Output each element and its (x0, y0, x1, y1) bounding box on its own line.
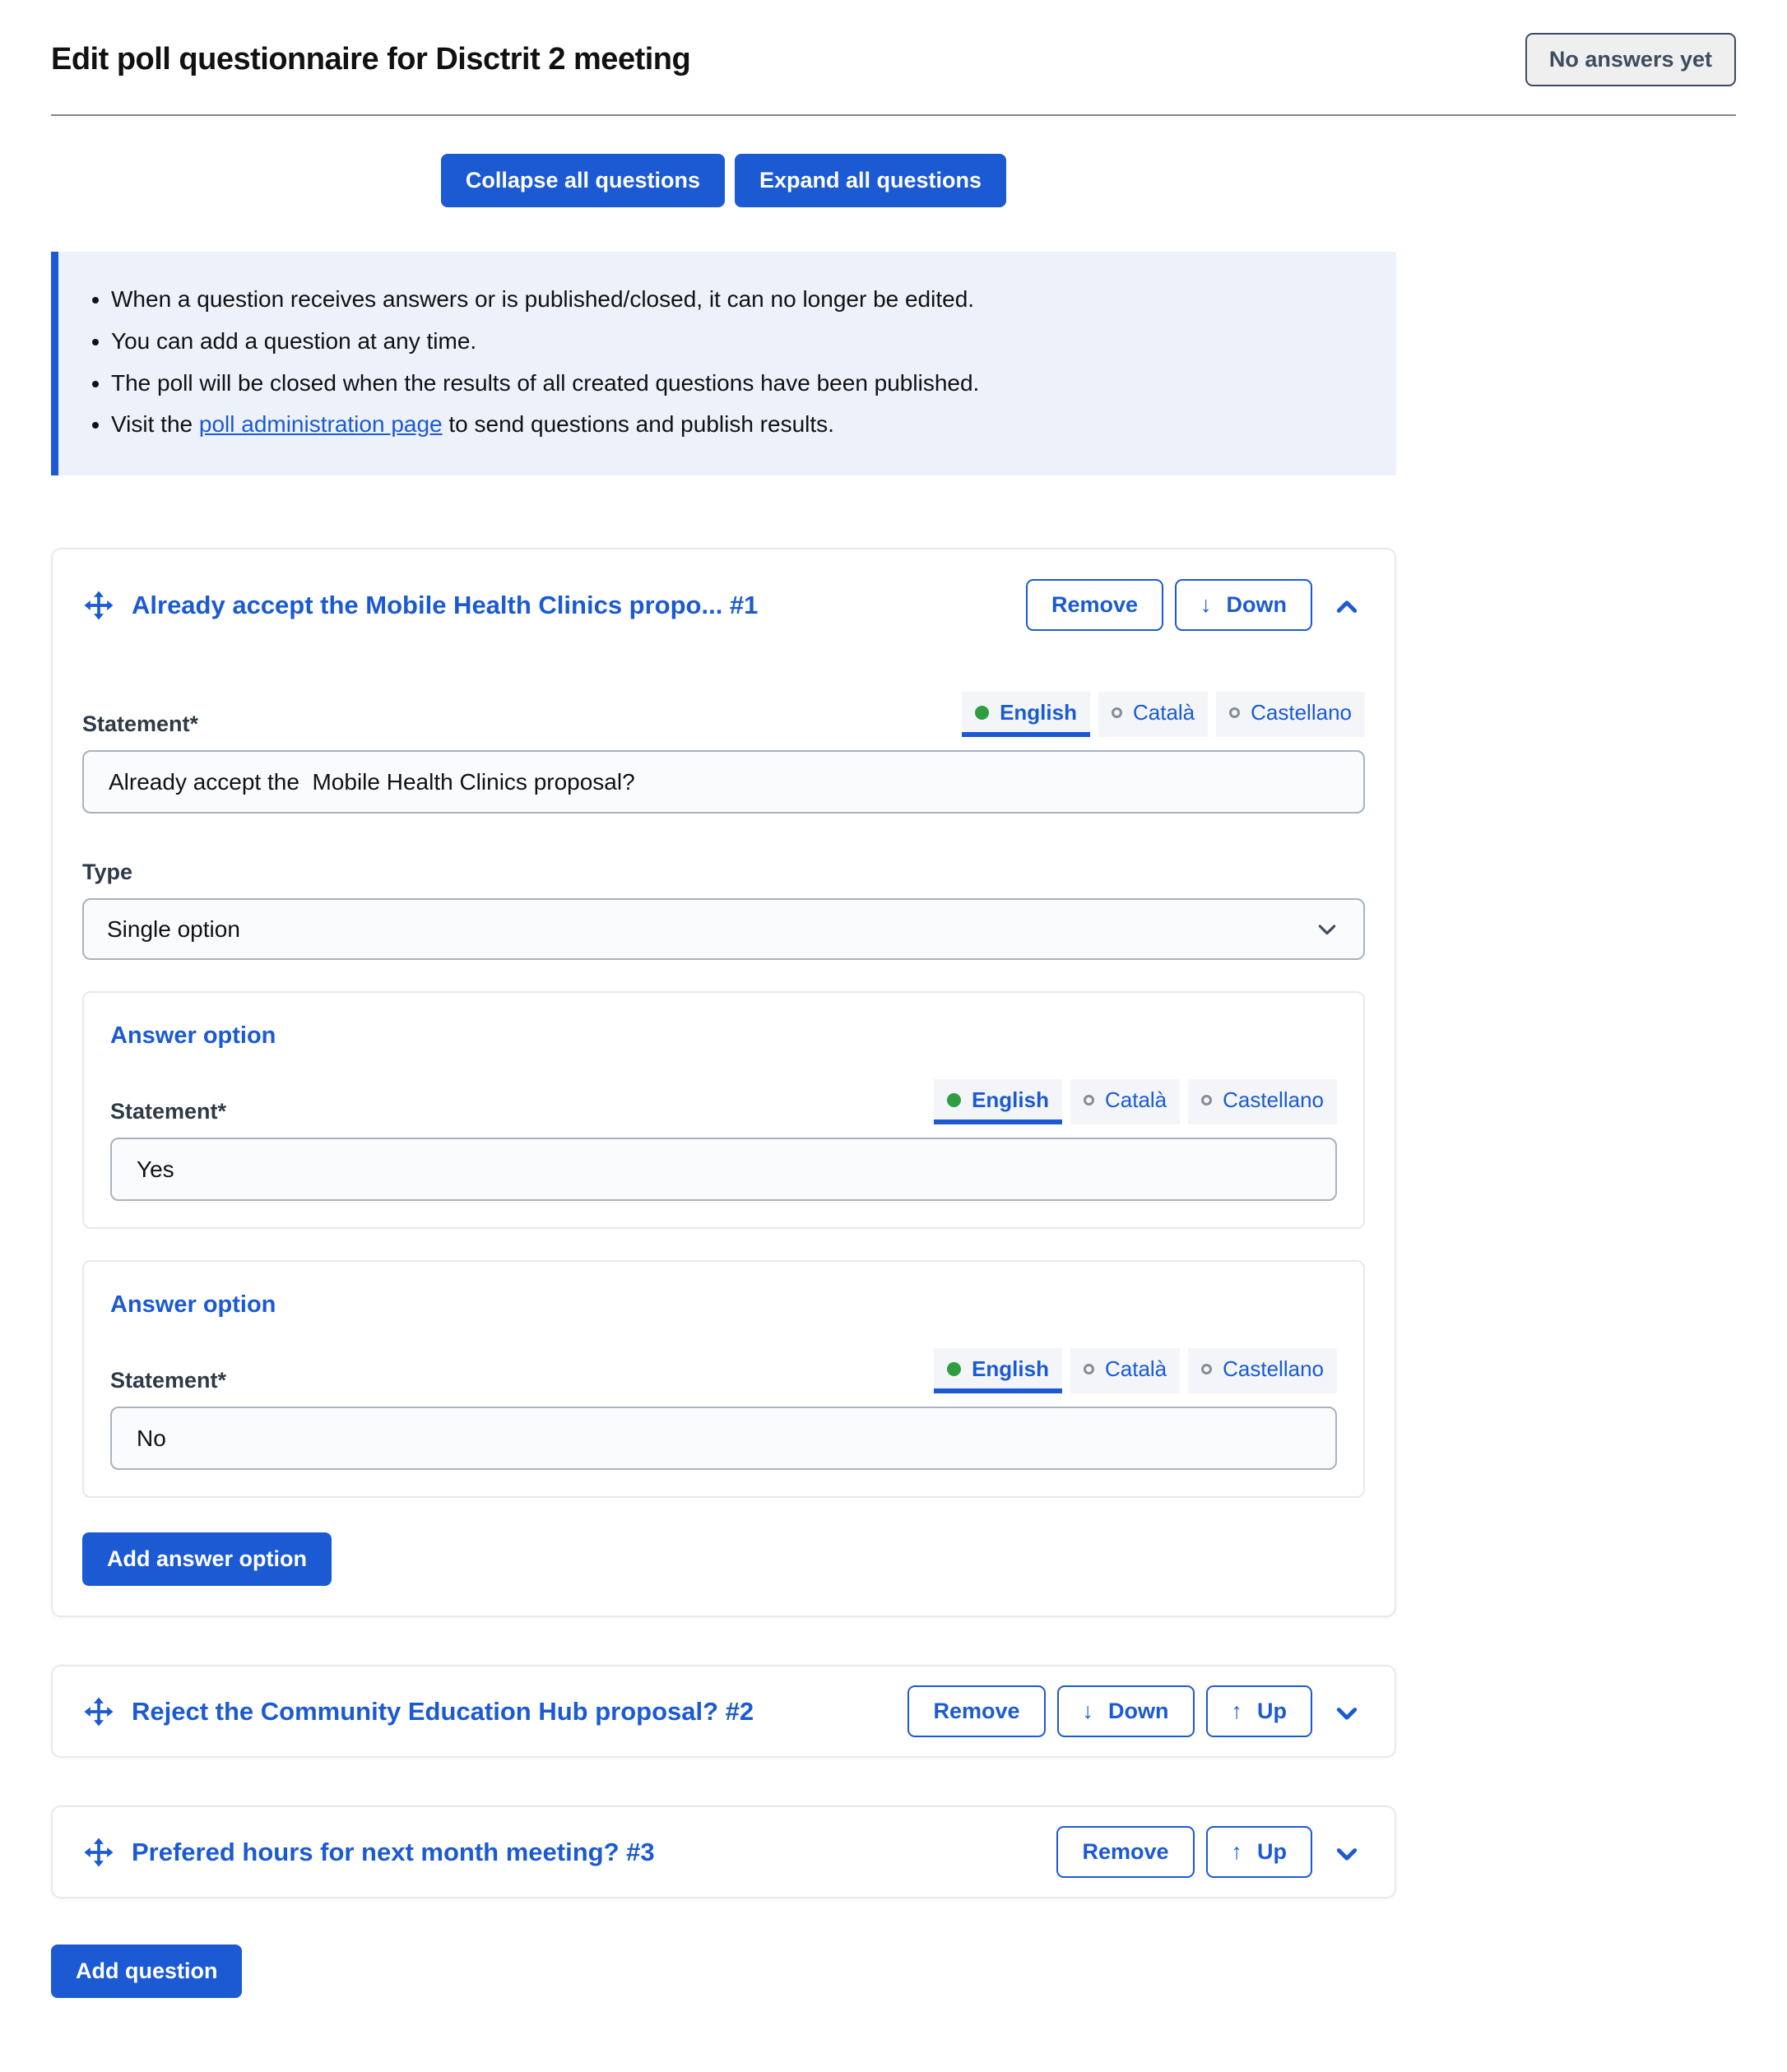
lang-label: Català (1104, 1356, 1167, 1382)
remove-question-button[interactable]: Remove (1026, 579, 1163, 631)
lang-tab-catala[interactable] (1070, 1079, 1180, 1124)
move-up-label: Up (1257, 1839, 1287, 1865)
lang-tab-catala[interactable] (1098, 692, 1208, 737)
filled-circle-icon (975, 706, 989, 720)
lang-label: Català (1132, 700, 1195, 725)
statement-field-header (110, 1348, 1337, 1393)
filled-circle-icon (947, 1362, 961, 1376)
lang-label: Català (1104, 1087, 1167, 1113)
header-divider (51, 114, 1736, 116)
callout-item: • You can add a question at any time. (111, 326, 1363, 357)
question-title: Already accept the Mobile Health Clinics propo... #1 (132, 590, 759, 619)
question-actions (907, 1685, 1365, 1737)
lang-tab-catala[interactable] (1070, 1348, 1180, 1393)
lang-tab-castellano[interactable] (1188, 1348, 1337, 1393)
move-icon[interactable] (82, 589, 115, 622)
expand-all-button[interactable]: Expand all questions (735, 154, 1006, 207)
chevron-down-icon (1332, 1699, 1362, 1728)
lang-tab-english[interactable] (962, 692, 1090, 737)
callout-item: • When a question receives answers or is published/closed, it can no longer be edited. (111, 284, 1363, 315)
add-answer-option-button[interactable]: Add answer option (82, 1532, 332, 1586)
answer-option-statement-input[interactable] (110, 1407, 1337, 1470)
questions-toolbar (51, 154, 1396, 207)
empty-circle-icon (1201, 1364, 1212, 1374)
lang-tab-english[interactable] (934, 1079, 1062, 1124)
lang-label: English (972, 1356, 1049, 1382)
page-title: Edit poll questionnaire for Disctrit 2 meeting (51, 42, 691, 76)
move-icon[interactable] (82, 1695, 115, 1728)
question-title: Reject the Community Education Hub proposal? #2 (132, 1696, 754, 1726)
move-icon[interactable] (82, 1836, 115, 1869)
lang-label: Castellano (1223, 1356, 1324, 1382)
statement-label: Statement* (110, 1368, 227, 1393)
callout-item: • The poll will be closed when the results of all created questions have been published. (111, 368, 1363, 399)
statement-field-header (110, 1079, 1337, 1124)
move-down-label: Down (1108, 1699, 1169, 1724)
arrow-down-icon: ↓ (1082, 1699, 1093, 1724)
question-header (82, 1685, 1365, 1737)
filled-circle-icon (947, 1093, 961, 1107)
language-switcher (934, 1079, 1337, 1124)
answer-option-card-2 (82, 1260, 1365, 1498)
lang-tab-castellano[interactable] (1216, 692, 1365, 737)
statement-label: Statement* (82, 712, 199, 737)
answer-option-title: Answer option (110, 1291, 276, 1319)
question-statement-input[interactable] (82, 750, 1365, 814)
arrow-up-icon: ↑ (1231, 1699, 1242, 1724)
poll-administration-link[interactable]: poll administration page (198, 411, 443, 438)
lang-label: Castellano (1223, 1087, 1324, 1113)
answer-option-title: Answer option (110, 1022, 276, 1050)
lang-tab-castellano[interactable] (1188, 1079, 1337, 1124)
answer-option-card-1 (82, 991, 1365, 1229)
language-switcher (934, 1348, 1337, 1393)
question-card-2 (51, 1665, 1396, 1758)
collapse-all-button[interactable]: Collapse all questions (441, 154, 725, 207)
remove-question-button[interactable]: Remove (1056, 1826, 1194, 1878)
move-up-button[interactable] (1206, 1826, 1313, 1878)
type-label: Type (82, 860, 133, 885)
question-card-3 (51, 1805, 1396, 1898)
question-card-1 (51, 548, 1396, 1617)
language-switcher (962, 692, 1365, 737)
lang-tab-english[interactable] (934, 1348, 1062, 1393)
statement-label: Statement* (110, 1099, 227, 1124)
move-down-button[interactable] (1175, 579, 1312, 631)
question-title: Prefered hours for next month meeting? #3 (132, 1837, 655, 1866)
question-header (82, 1826, 1365, 1878)
statement-field-header (82, 692, 1365, 737)
question-actions (1026, 579, 1365, 631)
add-question-button[interactable]: Add question (51, 1945, 242, 1998)
type-select[interactable] (82, 898, 1365, 960)
answer-option-statement-input[interactable] (110, 1138, 1337, 1201)
type-select-value: Single option (107, 915, 240, 942)
chevron-down-icon (1314, 916, 1340, 943)
type-field (82, 860, 1365, 960)
question-actions (1056, 1826, 1365, 1878)
move-up-label: Up (1257, 1699, 1287, 1724)
chevron-up-icon (1332, 592, 1362, 622)
empty-circle-icon (1229, 707, 1240, 718)
empty-circle-icon (1201, 1095, 1212, 1106)
no-answers-badge[interactable]: No answers yet (1525, 33, 1736, 86)
collapse-question-button[interactable] (1324, 587, 1365, 623)
remove-question-button[interactable]: Remove (907, 1685, 1045, 1737)
move-down-label: Down (1226, 592, 1287, 618)
arrow-down-icon: ↓ (1200, 592, 1212, 618)
empty-circle-icon (1084, 1364, 1094, 1374)
expand-question-button[interactable] (1324, 1834, 1365, 1870)
question-body (82, 692, 1365, 1586)
move-down-button[interactable] (1057, 1685, 1195, 1737)
lang-label: English (1000, 700, 1077, 725)
question-header (82, 579, 1365, 631)
empty-circle-icon (1112, 707, 1122, 718)
callout-item (111, 409, 1363, 440)
expand-question-button[interactable] (1324, 1694, 1365, 1730)
callout-item-text: to send questions and publish results. (442, 411, 834, 438)
arrow-up-icon: ↑ (1231, 1839, 1242, 1865)
callout-list (81, 284, 1363, 440)
callout-item-text: Visit the (111, 411, 199, 438)
page-header (51, 33, 1736, 86)
info-callout (51, 252, 1396, 475)
chevron-down-icon (1332, 1839, 1362, 1869)
move-up-button[interactable] (1206, 1685, 1313, 1737)
lang-label: Castellano (1251, 700, 1352, 725)
lang-label: English (972, 1087, 1049, 1113)
empty-circle-icon (1084, 1095, 1094, 1106)
